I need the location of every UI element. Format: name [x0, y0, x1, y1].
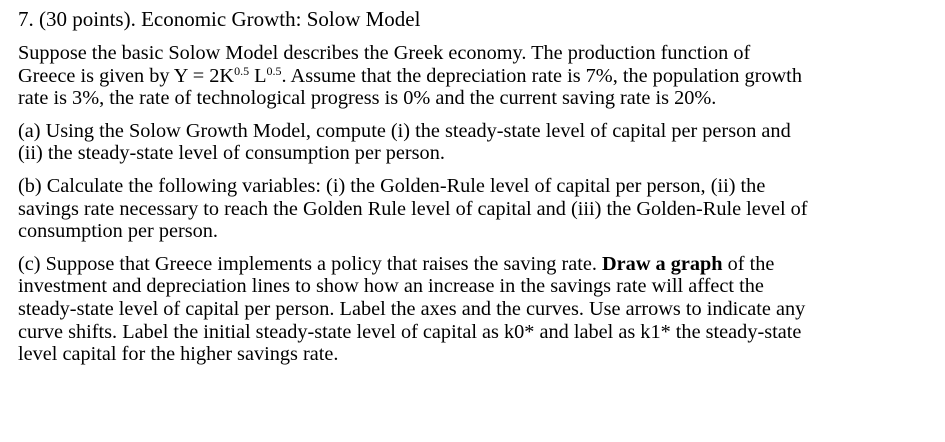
- part-c-line-1-end: of the: [722, 252, 775, 275]
- part-c-line-1: [18, 253, 933, 276]
- part-c-line-2: investment and depreciation lines to show how an increase in the savings rate will affect the: [18, 275, 764, 298]
- part-b-line-1: (b) Calculate the following variables: (i) the Golden-Rule level of capital per person, (ii) the: [18, 174, 766, 197]
- draw-graph-emphasis: Draw a graph: [602, 252, 723, 275]
- part-a-line-2: (ii) the steady-state level of consumption per person.: [18, 142, 445, 165]
- part-c-line-3: steady-state level of capital per person. Label the axes and the curves. Use arrows to indicate any: [18, 297, 806, 320]
- part-a-line-1: (a) Using the Solow Growth Model, compute (i) the steady-state level of capital per person and: [18, 119, 791, 142]
- part-a-paragraph: [18, 120, 933, 165]
- part-b-paragraph: [18, 175, 933, 243]
- part-c-line-5: level capital for the higher savings rate.: [18, 343, 339, 366]
- question-heading: 7. (30 points). Economic Growth: Solow Model: [18, 7, 421, 31]
- capital-exponent: 0.5: [234, 63, 250, 78]
- intro-line-2: [18, 65, 933, 88]
- part-b-line-2: savings rate necessary to reach the Golden Rule level of capital and (iii) the Golden-Rule level of: [18, 197, 808, 220]
- intro-line-1: Suppose the basic Solow Model describes the Greek economy. The production function of: [18, 42, 751, 64]
- depreciation-text: . Assume that the depreciation rate is 7%, the population growth: [281, 64, 802, 87]
- part-b-line-3: consumption per person.: [18, 220, 218, 243]
- intro-line-3: rate is 3%, the rate of technological progress is 0% and the current saving rate is 20%.: [18, 87, 717, 110]
- part-c-line-4: curve shifts. Label the initial steady-state level of capital as k0* and label as k1* the steady-state: [18, 320, 802, 343]
- production-function-text: Greece is given by Y = 2K: [18, 64, 235, 87]
- labor-symbol: L: [249, 64, 267, 87]
- part-c-paragraph: [18, 253, 933, 366]
- question-document: [18, 6, 933, 376]
- intro-paragraph: [18, 42, 933, 110]
- part-c-line-1-start: (c) Suppose that Greece implements a policy that raises the saving rate.: [18, 252, 603, 275]
- labor-exponent: 0.5: [266, 63, 282, 78]
